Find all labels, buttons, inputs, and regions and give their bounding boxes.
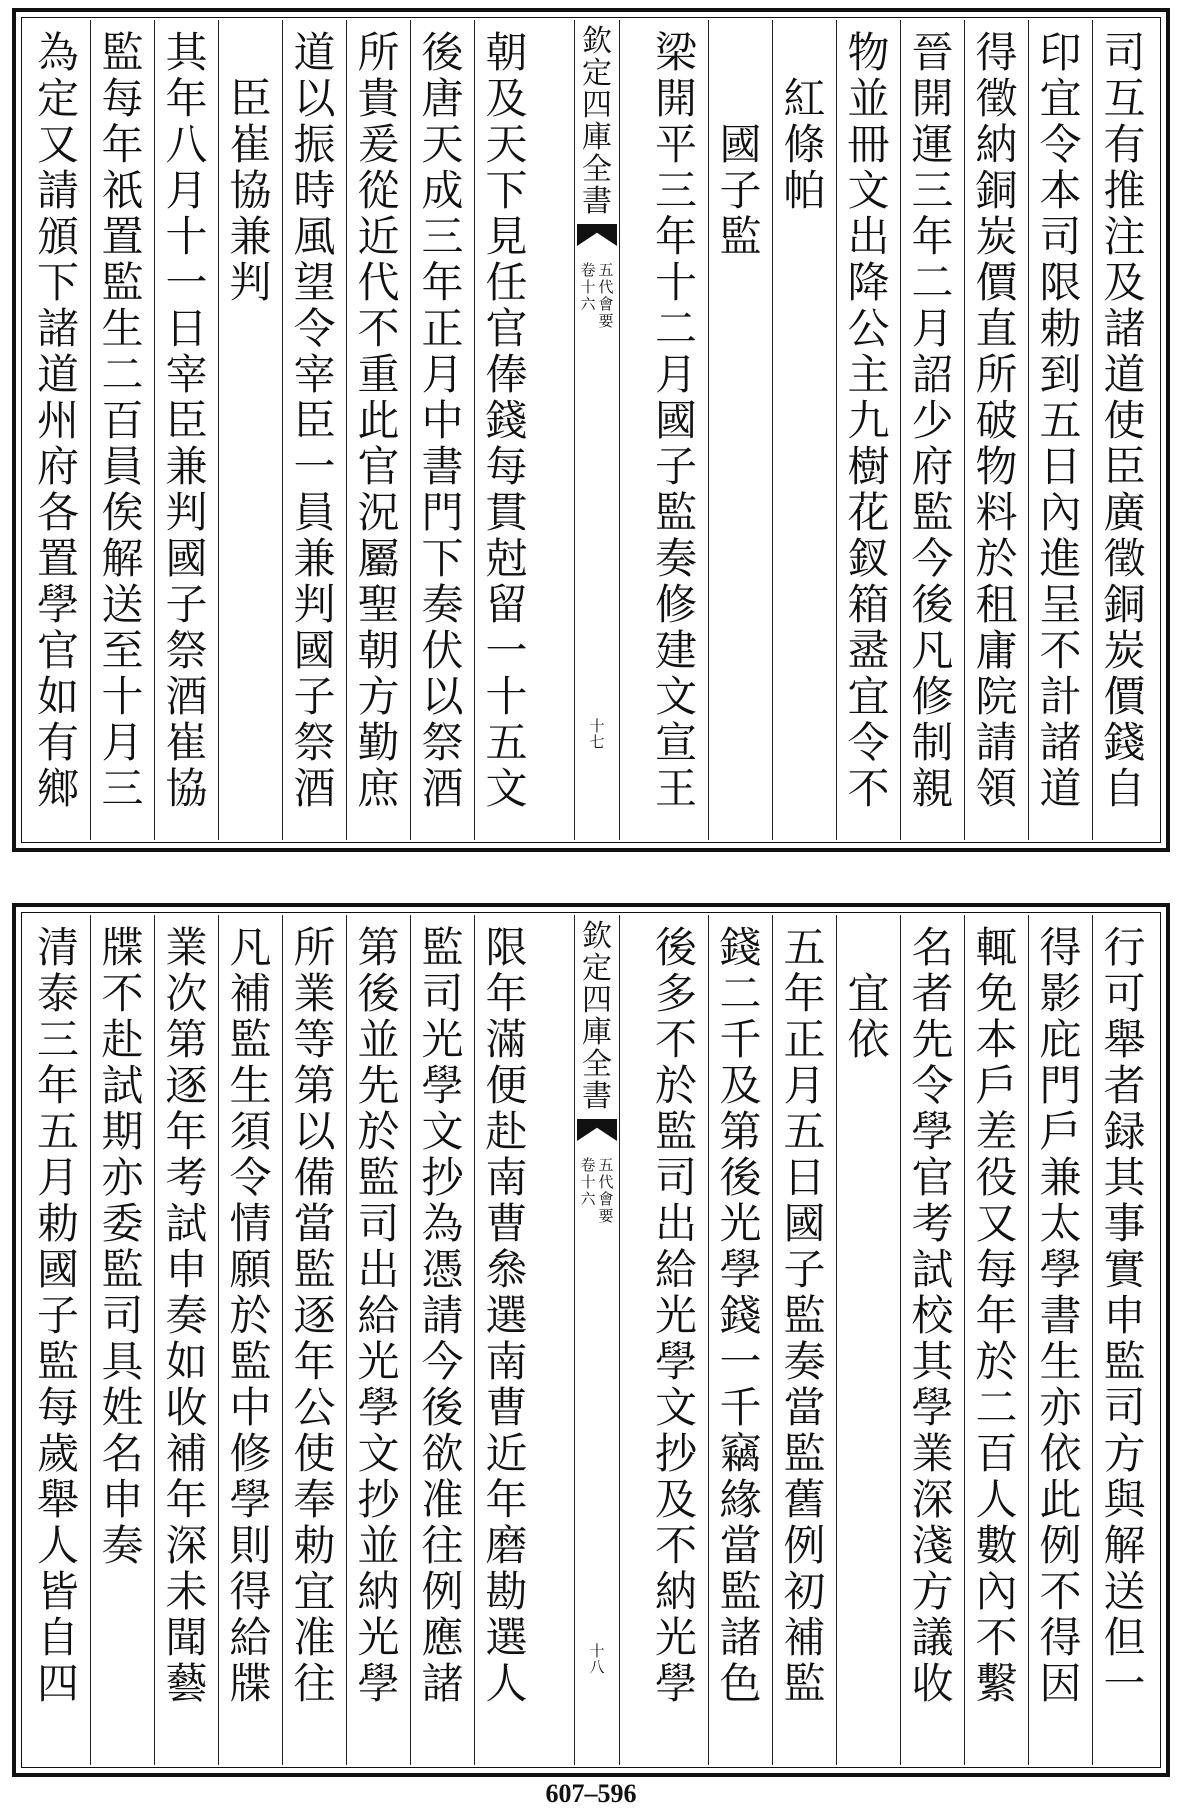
text-column: 道 以 振 時 風 望 令 宰 臣 一 員 兼 判 國 子 祭 酒	[282, 20, 346, 840]
text-column: 行 可 舉 者 録 其 事 實 申 監 司 方 與 解 送 但 一	[1092, 915, 1156, 1765]
text-column: 得 影 庇 門 戶 兼 太 學 書 生 亦 依 此 例 不 得 因	[1028, 915, 1092, 1765]
text-column: 五 年 正 月 五 日 國 子 監 奏 當 監 舊 例 初 補 監	[772, 915, 836, 1765]
text-column: 業 次 第 逐 年 考 試 申 奏 如 收 補 年 深 未 聞 藝	[154, 915, 218, 1765]
text-column: 後 多 不 於 監 司 出 給 光 學 文 抄 及 不 納 光 學	[654, 923, 697, 1708]
text-column: 國 子 監	[708, 20, 772, 840]
manuscript-page-bottom	[12, 903, 1170, 1777]
volume-caption: 五 代 會 要 卷 十 六	[580, 1156, 614, 1225]
text-column: 印 宜 令 本 司 限 勅 到 五 日 內 進 呈 不 計 諸 道	[1028, 20, 1092, 840]
page-label: 607–596	[545, 1779, 637, 1808]
text-column: 清 泰 三 年 五 月 勅 國 子 監 每 歲 舉 人 皆 自 四	[36, 923, 79, 1708]
text-column: 監 司 光 學 文 抄 為 憑 請 今 後 欲 准 往 例 應 諸	[410, 915, 474, 1765]
book-title: 欽 定 四 庫 全 書	[582, 24, 612, 219]
text-column: 梁 開 平 三 年 十 二 月 國 子 監 奏 修 建 文 宣 王	[654, 28, 697, 813]
text-column: 監 每 年 祇 置 監 生 二 百 員 俟 解 送 至 十 月 三	[90, 20, 154, 840]
text-column: 紅 條 帕	[772, 20, 836, 840]
right-text-block	[644, 915, 1156, 1765]
text-column: 晉 開 運 三 年 二 月 詔 少 府 監 今 後 凡 修 制 親	[900, 20, 964, 840]
text-column: 所 業 等 第 以 備 當 監 逐 年 公 使 奉 勅 宜 准 往	[282, 915, 346, 1765]
text-column: 所 貴 爰 從 近 代 不 重 此 官 況 屬 聖 朝 方 勤 庶	[346, 20, 410, 840]
folio-number: 十 八	[589, 1642, 605, 1676]
text-column: 輒 免 本 戶 差 役 又 每 年 於 二 百 人 數 內 不 繫	[964, 915, 1028, 1765]
volume-caption: 五 代 會 要 卷 十 六	[580, 261, 614, 330]
text-column: 宜 依	[836, 915, 900, 1765]
center-margin-strip	[574, 915, 620, 1765]
text-column: 凡 補 監 生 須 令 情 願 於 監 中 修 學 則 得 給 牒	[218, 915, 282, 1765]
text-column: 名 者 先 令 學 官 考 試 校 其 學 業 深 淺 方 議 收	[900, 915, 964, 1765]
text-column: 得 徵 納 銅 炭 價 直 所 破 物 料 於 租 庸 院 請 領	[964, 20, 1028, 840]
right-text-block	[644, 20, 1156, 840]
manuscript-page-top	[12, 8, 1170, 852]
text-column: 限 年 滿 便 赴 南 曹 叅 選 南 曹 近 年 磨 勘 選 人	[474, 915, 538, 1765]
text-column: 臣 崔 協 兼 判	[218, 20, 282, 840]
book-title: 欽 定 四 庫 全 書	[582, 919, 612, 1114]
text-column: 為 定 又 請 頒 下 諸 道 州 府 各 置 學 官 如 有 鄉	[36, 28, 79, 813]
center-margin-strip	[574, 20, 620, 840]
text-column: 錢 二 千 及 第 後 光 學 錢 一 千 竊 緣 當 監 諸 色	[708, 915, 772, 1765]
fishtail-mark	[577, 224, 617, 246]
text-column: 朝 及 天 下 見 任 官 俸 錢 每 貫 尅 留 一 十 五 文	[474, 20, 538, 840]
text-column: 牒 不 赴 試 期 亦 委 監 司 具 姓 名 申 奏	[90, 915, 154, 1765]
text-column: 司 互 有 推 注 及 諸 道 使 臣 廣 徵 銅 炭 價 錢 自	[1092, 20, 1156, 840]
text-column: 物 並 冊 文 出 降 公 主 九 樹 花 釵 箱 盝 宜 令 不	[836, 20, 900, 840]
text-column: 其 年 八 月 十 一 日 宰 臣 兼 判 國 子 祭 酒 崔 協	[154, 20, 218, 840]
text-column: 後 唐 天 成 三 年 正 月 中 書 門 下 奏 伏 以 祭 酒	[410, 20, 474, 840]
fishtail-mark	[577, 1119, 617, 1141]
left-text-block	[26, 915, 538, 1765]
left-text-block	[26, 20, 538, 840]
text-column: 第 後 並 先 於 監 司 出 給 光 學 文 抄 並 納 光 學	[346, 915, 410, 1765]
folio-number: 十 七	[589, 717, 605, 751]
